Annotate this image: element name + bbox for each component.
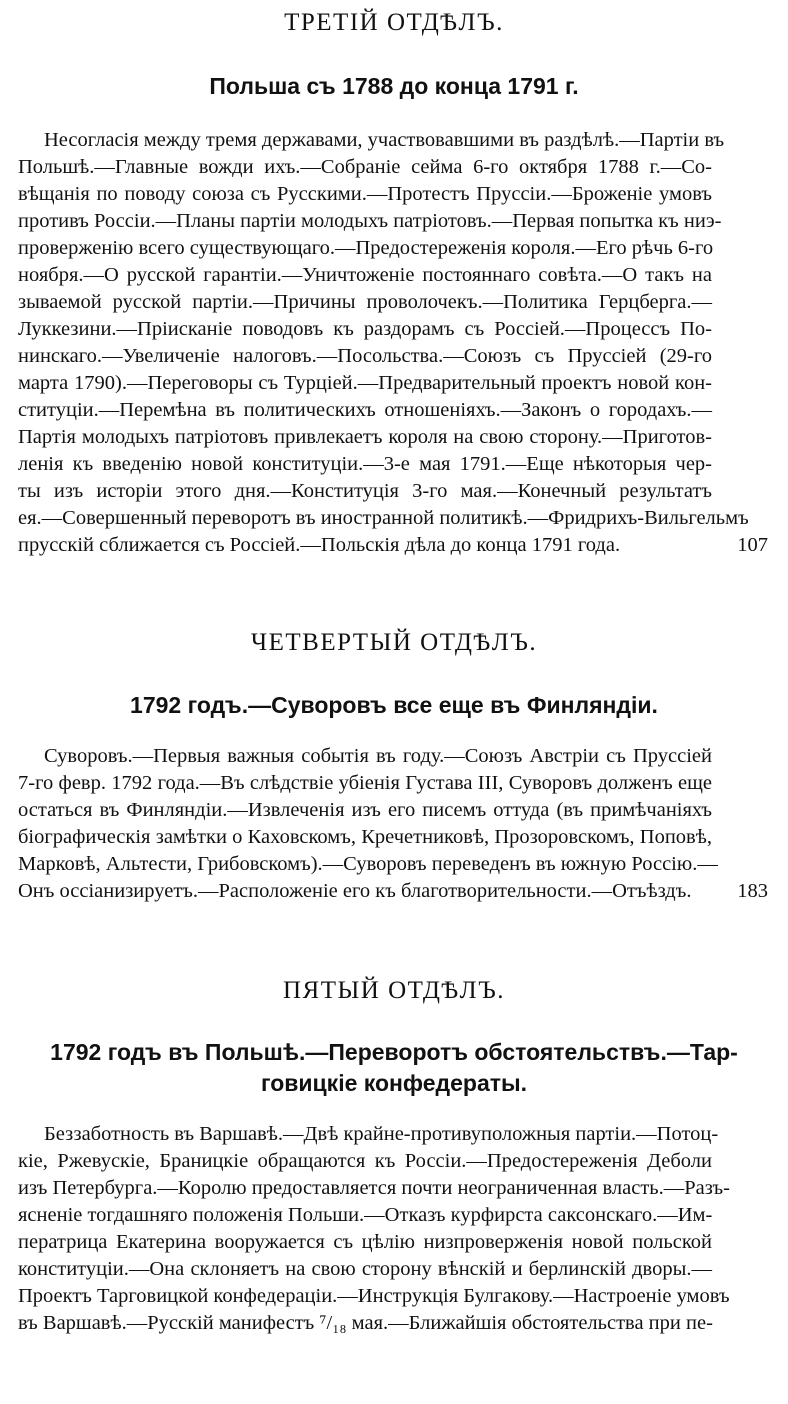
section-4-subtitle: 1792 годъ.—Суворовъ все еще въ Финляндіи. <box>130 692 658 718</box>
section-3-line: ноября.—О русской гарантіи.—Уничтоженіе постояннаго совѣта.—О такъ на <box>18 264 712 286</box>
section-4-page-number: 183 <box>737 880 768 902</box>
section-3-line: прусскій сближается съ Россіей.—Польскія дѣла до конца 1791 года. <box>18 534 621 556</box>
section-5-subtitle-line-2: говицкіе конфедераты. <box>260 1070 528 1096</box>
section-5-line: въ Варшавѣ.—Русскій манифестъ ⁷/₁₈ мая.—Ближайшія обстоятельства при пе- <box>18 1312 713 1334</box>
section-3-page-number: 107 <box>737 534 768 556</box>
section-4-line: Онъ оссіанизируетъ.—Расположеніе его къ благотворительности.—Отъѣздъ. <box>18 880 692 902</box>
section-5-line: ясненіе тогдашняго положенія Польши.—Отказъ курфирста саксонскаго.—Им- <box>18 1204 713 1226</box>
section-5-title: ПЯТЫЙ ОТДѢЛЪ. <box>282 977 506 1004</box>
section-3-line: ты изъ исторіи этого дня.—Конституція 3-го мая.—Конечный результатъ <box>18 480 712 502</box>
section-3-title: ТРЕТІЙ ОТДѢЛЪ. <box>284 9 504 36</box>
section-5-line: конституціи.—Она склоняетъ на свою сторону вѣнскій и берлинскій дворы.— <box>18 1258 712 1280</box>
section-4-title: ЧЕТВЕРТЫЙ ОТДѢЛЪ. <box>250 629 538 656</box>
section-3-line: марта 1790).—Переговоры съ Турціей.—Предварительный проектъ новой кон- <box>18 372 712 394</box>
section-5-line: ператрица Екатерина вооружается съ цѣлію низпроверженія новой польской <box>18 1231 712 1253</box>
section-3-line: Партія молодыхъ патріотовъ привлекаетъ короля на свою сторону.—Приготов- <box>18 426 712 448</box>
section-4-line: Суворовъ.—Первыя важныя событія въ году.—Союзъ Австріи съ Пруссіей <box>44 745 712 767</box>
section-3-line: Луккезини.—Пріисканіе поводовъ къ раздорамъ съ Россіей.—Процессъ По- <box>18 318 712 340</box>
section-3-line: ея.—Совершенный переворотъ въ иностранной политикѣ.—Фридрихъ-Вильгельмъ <box>18 507 749 529</box>
section-4-line: 7-го февр. 1792 года.—Въ слѣдствіе убіенія Густава III, Суворовъ долженъ еще <box>18 772 712 794</box>
section-4-line: Марковѣ, Альтести, Грибовскомъ).—Суворовъ переведенъ въ южную Россію.— <box>18 853 718 875</box>
section-3-line: проверженію всего существующаго.—Предостереженія короля.—Его рѣчь 6-го <box>18 237 714 259</box>
section-3-line: противъ Россіи.—Планы партіи молодыхъ патріотовъ.—Первая попытка къ ниэ- <box>18 210 722 232</box>
section-3-line: нинскаго.—Увеличеніе налоговъ.—Посольства.—Союзъ съ Пруссіей (29-го <box>18 345 712 367</box>
section-5-line: кіе, Ржевускіе, Браницкіе обращаются къ Россіи.—Предостереженія Деболи <box>18 1150 712 1172</box>
section-5-line: изъ Петербурга.—Королю предоставляется почти неограниченная власть.—Разъ- <box>18 1177 730 1199</box>
section-3-line: Польшѣ.—Главные вожди ихъ.—Собраніе сейма 6-го октября 1788 г.—Со- <box>18 156 712 178</box>
section-5-subtitle-line-1: 1792 годъ въ Польшѣ.—Переворотъ обстоятельствъ.—Тар- <box>50 1039 738 1065</box>
section-3-line: ституціи.—Перемѣна въ политическихъ отношеніяхъ.—Законъ о городахъ.— <box>18 399 712 421</box>
section-3-subtitle: Польша съ 1788 до конца 1791 г. <box>209 73 579 99</box>
section-4-line: біографическія замѣтки о Каховскомъ, Кречетниковѣ, Прозоровскомъ, Поповѣ, <box>18 826 712 848</box>
section-3-line: зываемой русской партіи.—Причины проволочекъ.—Политика Герцберга.— <box>18 291 712 313</box>
section-5-line: Беззаботность въ Варшавѣ.—Двѣ крайне-противуположныя партіи.—Потоц- <box>44 1123 719 1145</box>
section-4-line: остаться въ Финляндіи.—Извлеченія изъ его писемъ оттуда (въ примѣчаніяхъ <box>18 799 712 821</box>
section-3-line: ленія къ введенію новой конституціи.—3-е мая 1791.—Еще нѣкоторыя чер- <box>18 453 712 475</box>
section-3-line: вѣщанія по поводу союза съ Русскими.—Протестъ Пруссіи.—Броженіе умовъ <box>18 183 712 205</box>
section-5-line: Проектъ Тарговицкой конфедераціи.—Инструкція Булгакову.—Настроеніе умовъ <box>18 1285 730 1307</box>
section-3-line: Несогласія между тремя державами, участвовавшими въ раздѣлѣ.—Партіи въ <box>44 129 725 151</box>
